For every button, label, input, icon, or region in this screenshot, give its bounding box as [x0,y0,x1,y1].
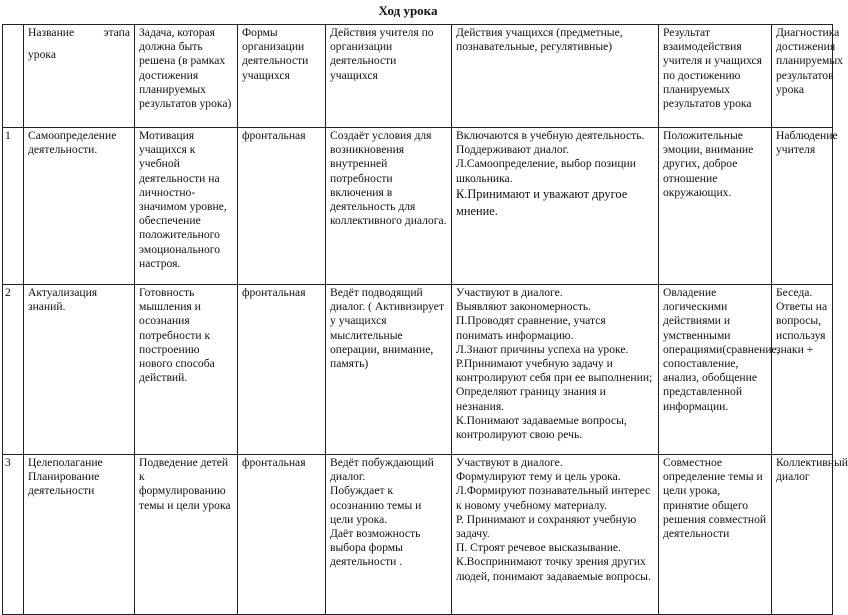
row-task: Мотивация учащихся к учебной деятельности на личностно-значимом уровне, обеспечение положительного эмоционального настроя. [135,128,238,285]
students-line: Участвуют в диалоге. [456,456,563,469]
lesson-table [2,24,848,615]
row-forms: фронтальная [238,285,326,455]
row-num: 1 [3,128,24,285]
table-row [3,455,833,615]
row-teacher [326,455,452,615]
row-num: 3 [3,455,24,615]
header-task: Задача, которая должна быть решена (в рамках достижения планируемых результатов урока) [135,25,238,128]
students-line: Определяют границу знания и незнания. [456,385,606,413]
table-row [3,285,833,455]
students-line: П.Проводят сравнение, учатся понимать информацию. [456,314,606,342]
row-teacher: Создаёт условия для возникновения внутренней потребности включения в деятельность для коллективного диалога. [326,128,452,285]
header-stage-line1: Название этапа [28,26,130,39]
page-title: Ход урока [378,3,438,18]
students-line: Л.Знают причины успеха на уроке. [456,342,629,356]
students-line: Выявляют закономерность. [456,300,592,314]
row-stage: Самоопределение деятельности. [24,128,135,285]
row-students [452,128,659,285]
header-num [3,25,24,128]
teacher-line: Побуждает к осознанию темы и цели урока. [330,484,422,526]
students-line: Л.Формируют познавательный интерес к новому учебному материалу. [456,484,651,512]
row-result: Совместное определение темы и цели урока, принятие общего решения совместной деятельности [659,455,772,615]
row-num: 2 [3,285,24,455]
students-line: Л.Самоопределение, выбор позиции школьника. [456,157,636,185]
row-forms: фронтальная [238,128,326,285]
row-stage: Целеполагание Планирование деятельности [24,455,135,615]
students-line: Участвуют в диалоге. [456,286,563,299]
students-line: К.Принимают и уважают другое мнение. [456,186,628,218]
teacher-line: Даёт возможность выбора формы деятельности . [330,527,421,569]
header-stage-line2: урока [28,48,56,62]
row-task: Готовность мышления и осознания потребности к построению нового способа действий. [135,285,238,455]
teacher-line: Ведёт побуждающий диалог. [330,456,434,484]
students-line: Формулируют тему и цель урока. [456,470,621,484]
students-line: П. Строят речевое высказывание. [456,541,621,555]
table-row [3,128,833,285]
row-students [452,455,659,615]
row-result: Положительные эмоции, внимание других, доброе отношение окружающих. [659,128,772,285]
row-diag: Наблюдение учителя [772,128,833,285]
header-result: Результат взаимодействия учителя и учащихся по достижению планируемых результатов урока [659,25,772,128]
row-diag: Беседа. Ответы на вопросы, используя знаки + [772,285,833,455]
row-teacher: Ведёт подводящий диалог. ( Активизирует у учащихся мыслительные операции, внимание, память) [326,285,452,455]
row-result: Овладение логическими действиями и умственными операциями(сравнение, сопоставление, анализ, обобщение представленной информации. [659,285,772,455]
header-diag: Диагностика достижения планируемых результатов урока [772,25,833,128]
header-students: Действия учащихся (предметные, познавательные, регулятивные) [452,25,659,128]
row-diag: Коллективный диалог [772,455,833,615]
header-forms: Формы организации деятельности учащихся [238,25,326,128]
header-row [3,25,833,128]
row-stage: Актуализация знаний. [24,285,135,455]
students-line: Р.Принимают учебную задачу и контролируют себя при ее выполнении; [456,357,653,385]
row-forms: фронтальная [238,455,326,615]
header-stage [24,25,135,128]
students-line: К.Понимают задаваемые вопросы, контролируют свою речь. [456,413,627,442]
students-line: Р. Принимают и сохраняют учебную задачу. [456,512,637,541]
students-line: К.Воспринимают точку зрения других людей, понимают задаваемые вопросы. [456,555,651,583]
row-students [452,285,659,455]
students-line: Включаются в учебную деятельность. Поддерживают диалог. [456,129,645,157]
header-teacher: Действия учителя по организации деятельности учащихся [326,25,452,128]
row-task: Подведение детей к формулированию темы и цели урока [135,455,238,615]
